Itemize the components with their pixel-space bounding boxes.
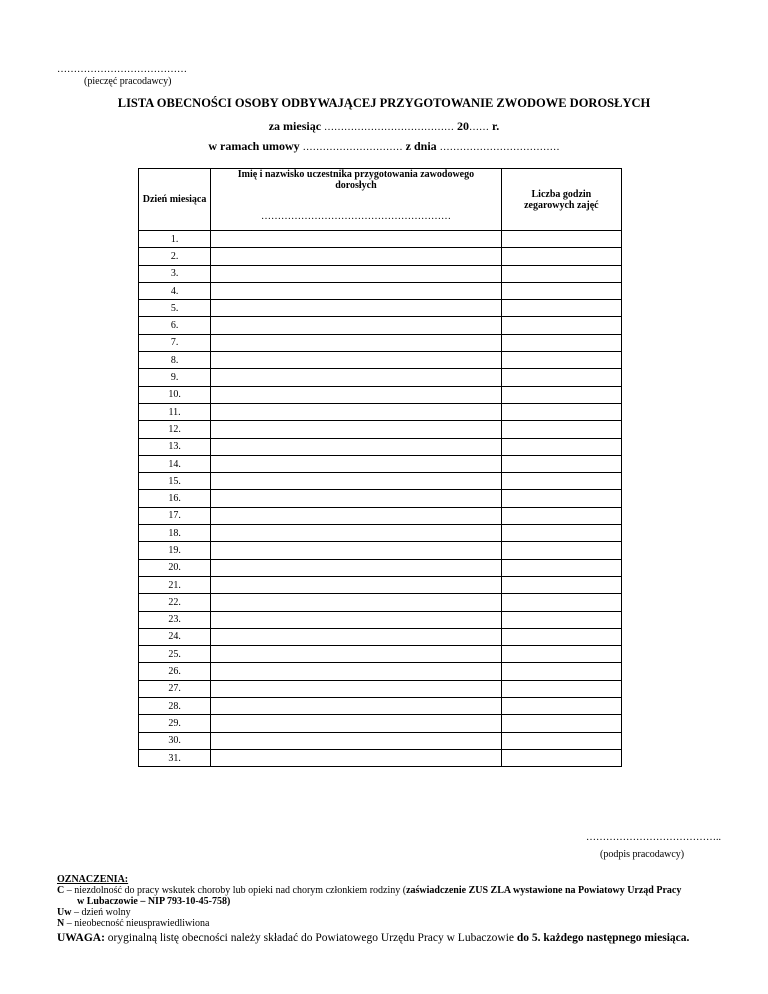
hours-cell[interactable] bbox=[501, 749, 621, 766]
table-row bbox=[139, 680, 622, 697]
day-number: 23. bbox=[139, 611, 211, 628]
attendance-cell[interactable] bbox=[211, 265, 502, 282]
attendance-cell[interactable] bbox=[211, 663, 502, 680]
year-suffix: r. bbox=[492, 119, 500, 133]
legend-heading: OZNACZENIA: bbox=[57, 874, 129, 885]
attendance-cell[interactable] bbox=[211, 334, 502, 351]
signature-label: (podpis pracodawcy) bbox=[600, 849, 685, 860]
day-number: 28. bbox=[139, 698, 211, 715]
attendance-cell[interactable] bbox=[211, 525, 502, 542]
table-row bbox=[139, 386, 622, 403]
day-number: 21. bbox=[139, 576, 211, 593]
month-label: za miesiąc bbox=[268, 119, 322, 133]
legend-code-c: C bbox=[57, 885, 65, 896]
note-bold: do 5. każdego następnego miesiąca. bbox=[516, 932, 690, 944]
attendance-cell[interactable] bbox=[211, 490, 502, 507]
hours-cell[interactable] bbox=[501, 680, 621, 697]
table-row bbox=[139, 421, 622, 438]
hours-cell[interactable] bbox=[501, 490, 621, 507]
table-row bbox=[139, 628, 622, 645]
day-number: 17. bbox=[139, 507, 211, 524]
hours-cell[interactable] bbox=[501, 507, 621, 524]
table-row bbox=[139, 300, 622, 317]
hours-cell[interactable] bbox=[501, 248, 621, 265]
participant-name-field[interactable]: ………………………………………………… bbox=[260, 211, 451, 222]
day-number: 1. bbox=[139, 231, 211, 248]
hours-cell[interactable] bbox=[501, 300, 621, 317]
hours-cell[interactable] bbox=[501, 352, 621, 369]
hours-cell[interactable] bbox=[501, 732, 621, 749]
header-day: Dzień miesiąca bbox=[139, 169, 211, 231]
hours-cell[interactable] bbox=[501, 317, 621, 334]
contract-line bbox=[0, 139, 768, 154]
day-number: 3. bbox=[139, 265, 211, 282]
table-body bbox=[139, 231, 622, 767]
hours-cell[interactable] bbox=[501, 455, 621, 472]
day-number: 5. bbox=[139, 300, 211, 317]
hours-cell[interactable] bbox=[501, 611, 621, 628]
contract-label: w ramach umowy bbox=[208, 139, 300, 153]
day-number: 6. bbox=[139, 317, 211, 334]
attendance-cell[interactable] bbox=[211, 403, 502, 420]
day-number: 25. bbox=[139, 646, 211, 663]
day-number: 31. bbox=[139, 749, 211, 766]
day-number: 15. bbox=[139, 473, 211, 490]
table-row bbox=[139, 282, 622, 299]
table-row bbox=[139, 455, 622, 472]
hours-cell[interactable] bbox=[501, 282, 621, 299]
attendance-cell[interactable] bbox=[211, 749, 502, 766]
month-line bbox=[0, 119, 768, 134]
table-row bbox=[139, 559, 622, 576]
hours-cell[interactable] bbox=[501, 265, 621, 282]
hours-cell[interactable] bbox=[501, 403, 621, 420]
day-number: 4. bbox=[139, 282, 211, 299]
header-hours-label: Liczba godzin zegarowych zajęć bbox=[524, 188, 599, 211]
table-row bbox=[139, 352, 622, 369]
attendance-cell[interactable] bbox=[211, 282, 502, 299]
month-field[interactable]: ………………………………… bbox=[324, 122, 455, 133]
year-field[interactable]: …… bbox=[469, 122, 490, 133]
day-number: 26. bbox=[139, 663, 211, 680]
day-number: 9. bbox=[139, 369, 211, 386]
table-row bbox=[139, 334, 622, 351]
table-row bbox=[139, 646, 622, 663]
legend-bold-c: zaświadczenie ZUS ZLA wystawione na Powiatowy Urząd Pracy bbox=[406, 885, 682, 896]
employer-stamp-label: (pieczęć pracodawcy) bbox=[84, 76, 172, 87]
hours-cell[interactable] bbox=[501, 594, 621, 611]
table-row bbox=[139, 231, 622, 248]
legend-text-c: – niezdolność do pracy wskutek choroby lub opieki nad chorym członkiem rodziny ( bbox=[64, 885, 407, 896]
table-row bbox=[139, 490, 622, 507]
hours-cell[interactable] bbox=[501, 386, 621, 403]
legend-text-uw: – dzień wolny bbox=[71, 907, 131, 918]
hours-cell[interactable] bbox=[501, 698, 621, 715]
table-row bbox=[139, 542, 622, 559]
day-number: 18. bbox=[139, 525, 211, 542]
attendance-cell[interactable] bbox=[211, 576, 502, 593]
hours-cell[interactable] bbox=[501, 525, 621, 542]
legend-item-c bbox=[57, 885, 737, 896]
hours-cell[interactable] bbox=[501, 559, 621, 576]
table-row bbox=[139, 749, 622, 766]
hours-cell[interactable] bbox=[501, 231, 621, 248]
attendance-table bbox=[138, 168, 622, 767]
table-row bbox=[139, 698, 622, 715]
attendance-cell[interactable] bbox=[211, 248, 502, 265]
table-row bbox=[139, 576, 622, 593]
day-number: 12. bbox=[139, 421, 211, 438]
attendance-cell[interactable] bbox=[211, 421, 502, 438]
legend-item-uw bbox=[57, 907, 737, 918]
attendance-cell[interactable] bbox=[211, 438, 502, 455]
table-row bbox=[139, 715, 622, 732]
table-row bbox=[139, 507, 622, 524]
legend-text-n: – nieobecność nieusprawiedliwiona bbox=[64, 918, 210, 929]
day-number: 2. bbox=[139, 248, 211, 265]
employer-stamp-dots: ………………………………… bbox=[57, 64, 187, 75]
day-number: 11. bbox=[139, 403, 211, 420]
attendance-cell[interactable] bbox=[211, 628, 502, 645]
day-number: 8. bbox=[139, 352, 211, 369]
attendance-cell[interactable] bbox=[211, 507, 502, 524]
hours-cell[interactable] bbox=[501, 438, 621, 455]
attendance-cell[interactable] bbox=[211, 732, 502, 749]
legend-code-n: N bbox=[57, 918, 65, 929]
attendance-cell[interactable] bbox=[211, 300, 502, 317]
attendance-cell[interactable] bbox=[211, 594, 502, 611]
day-number: 10. bbox=[139, 386, 211, 403]
attendance-cell[interactable] bbox=[211, 715, 502, 732]
table-row bbox=[139, 473, 622, 490]
day-number: 27. bbox=[139, 680, 211, 697]
attendance-cell[interactable] bbox=[211, 231, 502, 248]
day-number: 22. bbox=[139, 594, 211, 611]
table-row bbox=[139, 732, 622, 749]
attendance-cell[interactable] bbox=[211, 369, 502, 386]
note bbox=[57, 932, 689, 944]
hours-cell[interactable] bbox=[501, 628, 621, 645]
year-prefix: 20 bbox=[457, 119, 470, 133]
table-row bbox=[139, 663, 622, 680]
day-number: 24. bbox=[139, 628, 211, 645]
table-row bbox=[139, 594, 622, 611]
legend bbox=[57, 874, 737, 929]
table-row bbox=[139, 369, 622, 386]
attendance-cell[interactable] bbox=[211, 473, 502, 490]
day-number: 14. bbox=[139, 455, 211, 472]
table-row bbox=[139, 525, 622, 542]
table-header-row bbox=[139, 169, 622, 231]
attendance-cell[interactable] bbox=[211, 611, 502, 628]
day-number: 13. bbox=[139, 438, 211, 455]
day-number: 20. bbox=[139, 559, 211, 576]
attendance-cell[interactable] bbox=[211, 455, 502, 472]
header-name bbox=[211, 169, 502, 231]
signature-field[interactable]: ………………………………….. bbox=[586, 832, 721, 843]
day-number: 30. bbox=[139, 732, 211, 749]
note-text: oryginalną listę obecności należy składać do Powiatowego Urzędu Pracy w Lubaczowie bbox=[104, 932, 517, 944]
legend-item-c-cont: w Lubaczowie – NIP 793-10-45-758) bbox=[77, 896, 231, 907]
table-row bbox=[139, 265, 622, 282]
hours-cell[interactable] bbox=[501, 715, 621, 732]
hours-cell[interactable] bbox=[501, 646, 621, 663]
contract-number-field[interactable]: ………………………… bbox=[302, 142, 403, 153]
day-number: 29. bbox=[139, 715, 211, 732]
attendance-cell[interactable] bbox=[211, 317, 502, 334]
hours-cell[interactable] bbox=[501, 542, 621, 559]
hours-cell[interactable] bbox=[501, 421, 621, 438]
attendance-cell[interactable] bbox=[211, 698, 502, 715]
attendance-cell[interactable] bbox=[211, 542, 502, 559]
hours-cell[interactable] bbox=[501, 473, 621, 490]
hours-cell[interactable] bbox=[501, 663, 621, 680]
attendance-cell[interactable] bbox=[211, 646, 502, 663]
day-number: 19. bbox=[139, 542, 211, 559]
table-row bbox=[139, 438, 622, 455]
contract-date-label: z dnia bbox=[405, 139, 437, 153]
header-name-label: Imię i nazwisko uczestnika przygotowania zawodowego dorosłych bbox=[237, 169, 475, 191]
hours-cell[interactable] bbox=[501, 334, 621, 351]
contract-date-field[interactable]: ……………………………… bbox=[439, 142, 560, 153]
attendance-cell[interactable] bbox=[211, 386, 502, 403]
note-label: UWAGA: bbox=[57, 932, 105, 944]
legend-item-n bbox=[57, 918, 737, 929]
attendance-cell[interactable] bbox=[211, 680, 502, 697]
hours-cell[interactable] bbox=[501, 576, 621, 593]
table-row bbox=[139, 611, 622, 628]
header-hours bbox=[501, 169, 621, 231]
hours-cell[interactable] bbox=[501, 369, 621, 386]
table-row bbox=[139, 317, 622, 334]
document-title: LISTA OBECNOŚCI OSOBY ODBYWAJĄCEJ PRZYGOTOWANIE ZWODOWE DOROSŁYCH bbox=[117, 96, 651, 110]
day-number: 7. bbox=[139, 334, 211, 351]
attendance-cell[interactable] bbox=[211, 352, 502, 369]
legend-code-uw: Uw bbox=[57, 907, 72, 918]
day-number: 16. bbox=[139, 490, 211, 507]
table-row bbox=[139, 248, 622, 265]
table-row bbox=[139, 403, 622, 420]
attendance-cell[interactable] bbox=[211, 559, 502, 576]
